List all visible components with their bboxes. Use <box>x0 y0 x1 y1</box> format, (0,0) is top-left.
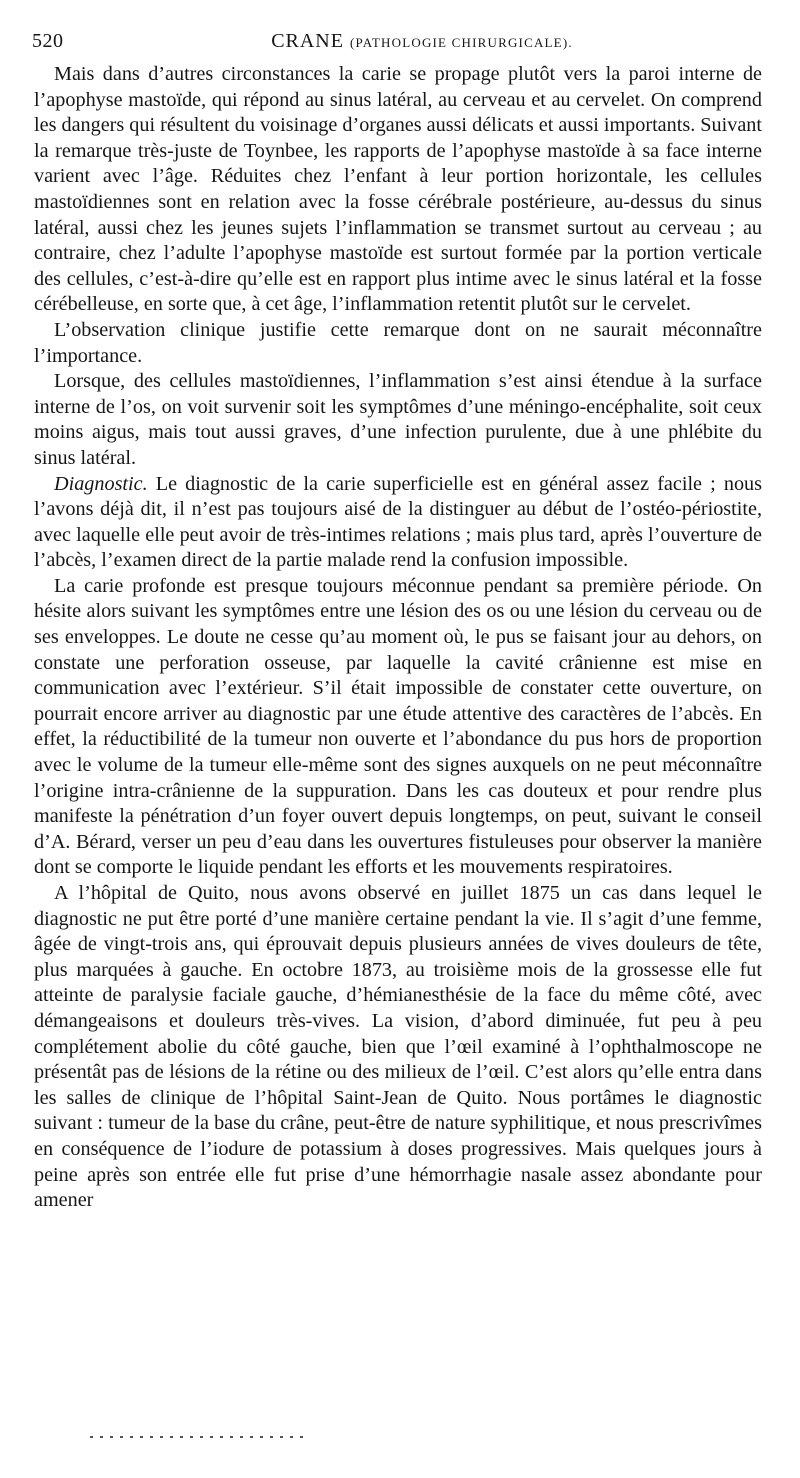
footer-scan-artifact <box>90 1436 560 1440</box>
diagnostic-heading: Diagnostic. <box>54 472 148 495</box>
paragraph-carie-paroi-interne: Mais dans d’autres circonstances la carie se propage plutôt vers la paroi interne de l’apophyse mastoïde, qui répond au sinus latéral, au cerveau et au cervelet. On comprend les dangers qui résultent du voisinage d’organes aussi délicats et aussi importants. Suivant la remarque très-juste de Toynbee, les rapports de l’apophyse mastoïde à sa face interne varient avec l’âge. Réduites chez l’enfant à leur portion horizontale, les cellules mastoïdiennes sont en relation avec la fosse cérébrale postérieure, au-dessus du sinus latéral, aussi chez les jeunes sujets l’inflammation se transmet surtout au cerveau ; au contraire, chez l’adulte l’apophyse mastoïde est surtout formée par la portion verticale des cellules, c’est-à-dire qu’elle est en rapport plus intime avec le sinus latéral et la fosse cérébelleuse, en sorte que, à cet âge, l’inflammation retentit plutôt sur le cervelet. <box>34 63 762 316</box>
running-head <box>32 30 772 54</box>
running-title-sub: (PATHOLOGIE CHIRURGICALE). <box>349 35 573 50</box>
running-title-main: CRANE <box>271 30 344 52</box>
running-title <box>32 30 772 53</box>
paragraph-diagnostic <box>34 472 762 574</box>
paragraph-meningo-encephalite: Lorsque, des cellules mastoïdiennes, l’inflammation s’est ainsi étendue à la surface interne de l’os, on voit survenir soit les symptômes d’une méningo-encéphalite, soit ceux moins aigus, mais tout aussi graves, d’une infection purulente, due à une phlébite du sinus latéral. <box>34 370 762 469</box>
page-number: 520 <box>32 30 64 52</box>
paragraph-hopital-quito: A l’hôpital de Quito, nous avons observé en juillet 1875 un cas dans lequel le diagnostic ne put être porté d’une manière certaine pendant la vie. Il s’agit d’une femme, âgée de vingt-trois ans, qui éprouvait depuis plusieurs années de vives douleurs de tête, plus marquées à gauche. En octobre 1873, au troisième mois de la grossesse elle fut atteinte de paralysie faciale gauche, d’hémianesthésie de la face du même côté, avec démangeaisons et douleurs très-vives. La vision, d’abord diminuée, fut peu à peu complétement abolie du côté gauche, bien que l’œil examiné à l’ophthalmoscope ne présentât pas de lésions de la rétine ou des milieux de l’œil. C’est alors qu’elle entra dans les salles de clinique de l’hôpital Saint-Jean de Quito. Nous portâmes le diagnostic suivant : tumeur de la base du crâne, peut-être de nature syphilitique, et nous prescrivîmes en conséquence de l’iodure de potassium à doses progressives. Mais quelques jours à peine après son entrée elle fut prise d’une hémorrhagie nasale assez abondante pour amener <box>34 882 762 1212</box>
paragraph-carie-profonde: La carie profonde est presque toujours méconnue pendant sa première période. On hésite alors suivant les symptômes entre une lésion des os ou une lésion du cerveau ou de ses enveloppes. Le doute ne cesse qu’au moment où, le pus se faisant jour au dehors, on constate une perforation osseuse, par laquelle la cavité crânienne est mise en communication avec l’extérieur. S’il était impossible de constater cette ouverture, on pourrait encore arriver au diagnostic par une étude attentive des caractères de l’abcès. En effet, la réductibilité de la tumeur non ouverte et l’abondance du pus hors de proportion avec le volume de la tumeur elle-même sont des signes auxquels on ne peut méconnaître l’origine intra-crânienne de la suppuration. Dans les cas douteux et pour rendre plus manifeste la pénétration d’un foyer ouvert depuis longtemps, on peut, suivant le conseil d’A. Bérard, verser un peu d’eau dans les ouvertures fistuleuses pour observer la manière dont se comporte le liquide pendant les efforts et les mouvements respiratoires. <box>34 574 762 879</box>
paragraph-observation-clinique: L’observation clinique justifie cette remarque dont on ne saurait méconnaître l’importance. <box>34 318 762 367</box>
body-text <box>34 62 762 1214</box>
diagnostic-text: Le diagnostic de la carie superficielle est en général assez facile ; nous l’avons déjà dit, il n’est pas toujours aisé de la distinguer au début de l’ostéo-périostite, avec laquelle elle peut avoir de très-intimes relations ; mais plus tard, après l’ouverture de l’abcès, l’examen direct de la partie malade rend la confusion impossible. <box>34 472 762 572</box>
